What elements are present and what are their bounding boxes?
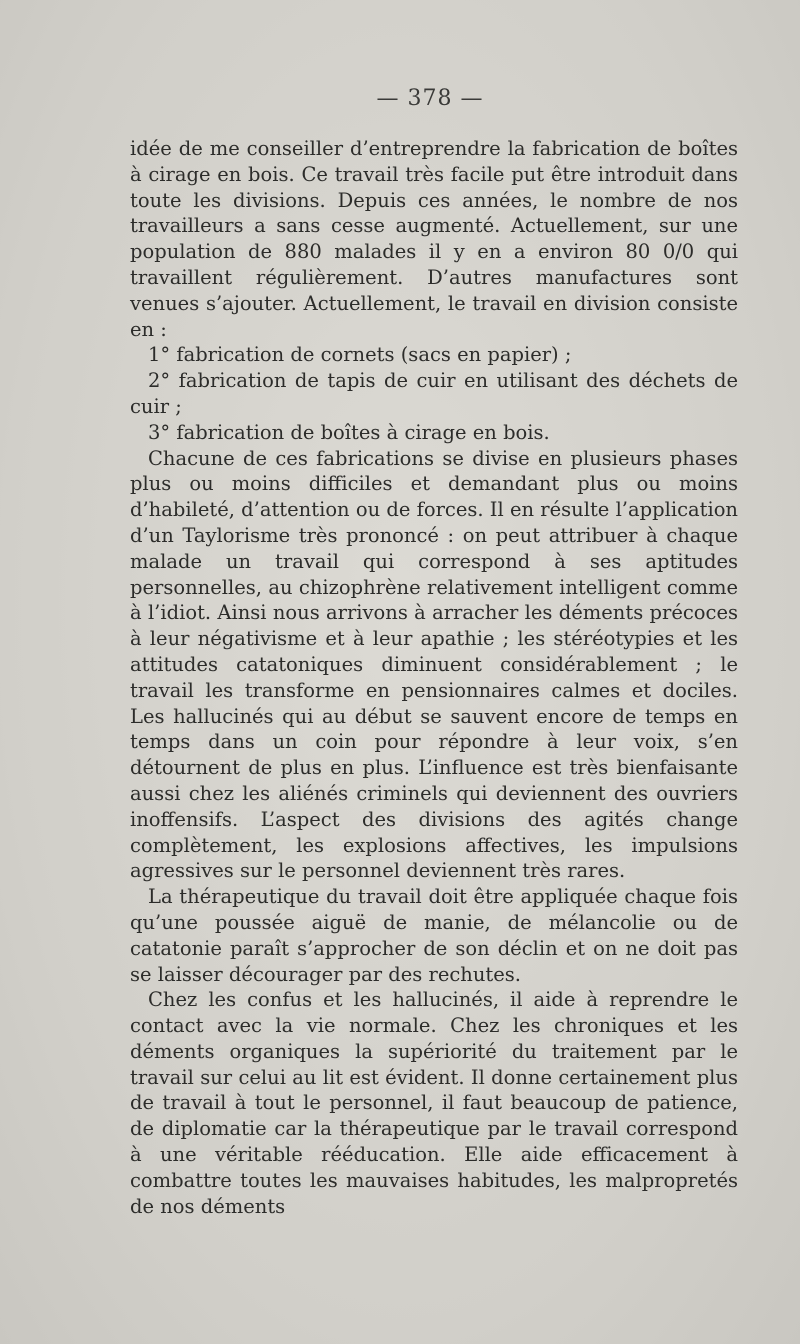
list-item: 3° fabrication de boîtes à cirage en bois. [148,420,550,444]
list-item: 1° fabrication de cornets (sacs en papier) ; [148,343,572,367]
page-number: — 378 — [376,86,484,111]
paragraph: Chacune de ces fabrications se divise en plusieurs phases plus ou moins difficiles et demandant plus ou moins d’habileté, d’attention ou de forces. Il en résulte l’application d’un Taylorisme très prononcé : on peut attribuer à chaque malade un travail qui correspond à ses aptitudes personnelles, au chizophrène relativement intelligent comme à l’idiot. Ainsi nous arrivons à arracher les déments précoces à leur négativisme et à leur apathie ; les stéréotypies et les attitudes catatoniques diminuent considérablement ; le travail les transforme en pensionnaires calmes et dociles. Les hallucinés qui au début se sauvent encore de temps en temps dans un coin pour répondre à leur voix, s’en détournent de plus en plus. L’influence est très bienfaisante aussi chez les aliénés criminels qui deviennent des ouvriers inoffensifs. L’aspect des divisions des agités change complètement, les explosions affectives, les impulsions agressives sur le personnel deviennent très rares. [130,446,738,883]
list-item: 2° fabrication de tapis de cuir en utilisant des déchets de cuir ; [130,369,738,418]
body-text [130,136,738,1219]
paragraph: La thérapeutique du travail doit être appliquée chaque fois qu’une poussée aiguë de manie, de mélancolie ou de catatonie paraît s’approcher de son déclin et on ne doit pas se laisser décourager par des rechutes. [130,885,738,986]
paragraph: Chez les confus et les hallucinés, il aide à reprendre le contact avec la vie normale. Chez les chroniques et les déments organiques la supériorité du traitement par le travail sur celui au lit est évident. Il donne certainement plus de travail à tout le personnel, il faut beaucoup de patience, de diplomatie car la thérapeutique par le travail correspond à une véritable rééducation. Elle aide efficacement à combattre toutes les mauvaises habitudes, les malpropretés de nos déments [130,988,738,1218]
paragraph: idée de me conseiller d’entreprendre la fabrication de boîtes à cirage en bois. Ce travail très facile put être introduit dans toute les divisions. Depuis ces années, le nombre de nos travailleurs a sans cesse augmenté. Actuellement, sur une population de 880 malades il y en a environ 80 0/0 qui travaillent régulièrement. D’autres manufactures sont venues s’ajouter. Actuellement, le travail en division consiste en : [130,137,738,341]
